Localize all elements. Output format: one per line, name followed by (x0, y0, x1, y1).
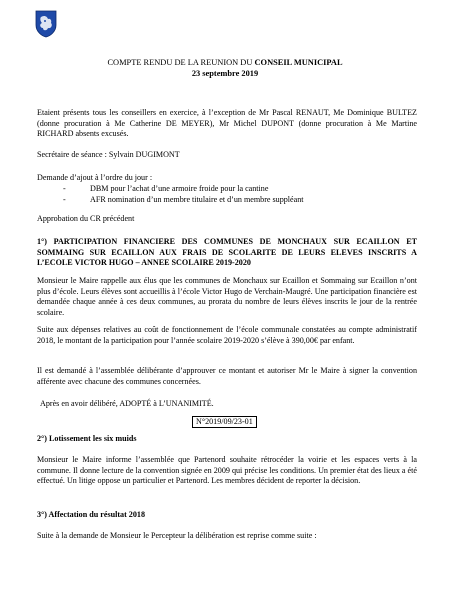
section3-paragraph-1: Suite à la demande de Monsieur le Percepteur la délibération est reprise comme suite : (37, 531, 317, 540)
section1-paragraph-3: Il est demandé à l’assemblée délibérante d’approuver ce montant et autoriser Mr le Maire à signer la convention afférente avec chacune des communes concernées. (37, 366, 417, 386)
section2-heading: 2°) Lotissement les six muids (37, 434, 137, 443)
agenda-heading: Demande d’ajout à l’ordre du jour : (37, 173, 153, 182)
section1-heading: 1°) PARTICIPATION FINANCIERE DES COMMUNES DE MONCHAUX SUR ECAILLON ET SOMMAING SUR ECAILLON AUX FRAIS DE SCOLARITE DE LEURS ELEVES INSCRITS A L’ECOLE VICTOR HUGO – ANNEE SCOLAIRE 2019-2020 (37, 237, 417, 268)
section3-heading: 3°) Affectation du résultat 2018 (37, 510, 145, 519)
title-bold: CONSEIL MUNICIPAL (254, 58, 343, 67)
secretary-line: Secrétaire de séance : Sylvain DUGIMONT (37, 150, 180, 159)
title-prefix: COMPTE RENDU DE LA REUNION DU (107, 58, 255, 67)
meeting-date: 23 septembre 2019 (191, 69, 259, 78)
agenda-bullet-2: - (63, 195, 66, 204)
deliberation-number: N°2019/09/23-01 (192, 416, 257, 428)
agenda-bullet-1: - (63, 184, 66, 193)
agenda-item-2: AFR nomination d’un membre titulaire et d’un membre suppléant (90, 195, 304, 204)
attendance-paragraph: Etaient présents tous les conseillers en exercice, à l’exception de Mr Pascal RENAUT, Me Dominique BULTEZ (donne procuration à Me Catherine DE MEYER), Mr Michel DUPONT (donne procuration à Me Martine RICHARD absents excusés. (37, 108, 417, 139)
approval-line: Approbation du CR précédent (37, 214, 135, 223)
section2-paragraph-1: Monsieur le Maire informe l’assemblée que Partenord souhaite rétrocéder la voirie et les espaces verts à la commune. Il donne lecture de la convention signée en 2009 qui précise les conditions. Un premier état des lieux a été effectué. Un litige oppose un particulier et Partenord. Les membres décident de reporter la décision. (37, 455, 417, 486)
section1-vote: Après en avoir délibéré, ADOPTÉ à L’UNANIMITÉ. (40, 399, 214, 408)
coat-of-arms-icon (35, 10, 57, 38)
page-title (0, 57, 450, 68)
agenda-item-1: DBM pour l’achat d’une armoire froide pour la cantine (90, 184, 269, 193)
section1-paragraph-1: Monsieur le Maire rappelle aux élus que les communes de Monchaux sur Ecaillon et Sommaing sur Ecaillon n’ont plus d’école. Leurs élèves sont accueillis à l’école Victor Hugo de Verchain-Maugré. Une participation financière est demandée chaque année à ces deux communes, au prorata du nombre de leurs élèves inscrits le jour de la rentrée scolaire. (37, 276, 417, 317)
section1-paragraph-2: Suite aux dépenses relatives au coût de fonctionnement de l’école communale constatées au compte administratif 2018, le montant de la participation pour l’année scolaire 2019-2020 s’élève à 390,00€ par enfant. (37, 325, 417, 345)
